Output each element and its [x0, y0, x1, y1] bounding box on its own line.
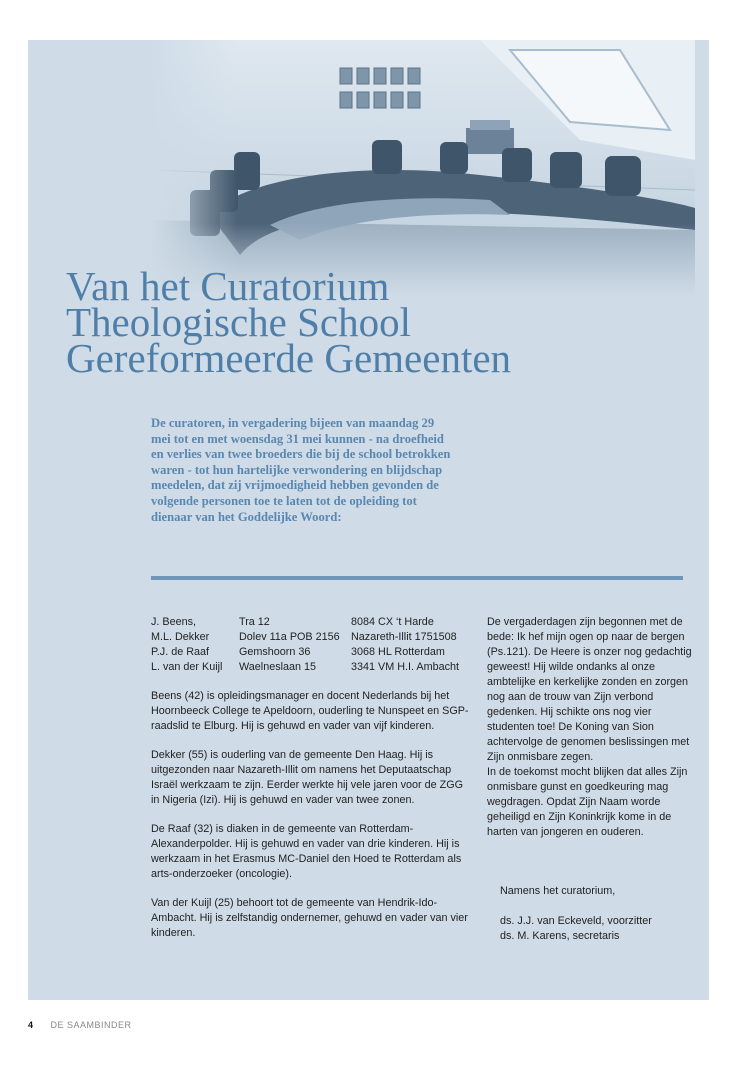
bio-kuijl: Van der Kuijl (25) behoort tot de gemeente van Hendrik-Ido-Ambacht. Hij is zelfstandig ondernemer, gehuwd en vader van vier kinderen.: [151, 897, 468, 939]
title-line-2: Theologische School: [66, 299, 412, 345]
table-row: [151, 645, 473, 660]
divider-rule: [151, 576, 683, 580]
closing-paragraph: De vergaderdagen zijn begonnen met de bede: Ik hef mijn ogen op naar de bergen (Ps.121). De Heere is onzer nog gedachtig geweest! Hij wilde ondanks al onze ambtelijke en kerkelijke zonden en zorgen nog aan de trouw van Zijn verbond gedenken. Hij schikte ons nog vier studenten toe! De Koning van Sion achtervolge de genomen beslissingen met Zijn onmisbare zegen.: [487, 616, 692, 763]
meeting-room-photo: [150, 40, 695, 295]
intro-paragraph: De curatoren, in vergadering bijeen van maandag 29 mei tot en met woensdag 31 mei kunnen - na droefheid en verlies van twee broeders die bij de school betrokken waren - tot hun hartelijke verwondering en blijdschap meedelen, dat zij vrijmoedigheid hebben gevonden de volgende personen toe te laten tot de opleiding tot dienaar van het Goddelijke Woord:: [151, 416, 451, 524]
member-city: 3341 VM H.I. Ambacht: [351, 661, 460, 673]
member-city: 3068 HL Rotterdam: [351, 646, 445, 658]
title-line-3: Gereformeerde Gemeenten: [66, 335, 512, 381]
member-name: L. van der Kuijl: [151, 661, 223, 673]
signoff-secretary: ds. M. Karens, secretaris: [500, 930, 620, 942]
signoff: [500, 884, 652, 944]
table-row: [151, 630, 473, 645]
publication-name: DE SAAMBINDER: [50, 1020, 132, 1030]
member-name: M.L. Dekker: [151, 631, 210, 643]
member-name: J. Beens,: [151, 616, 197, 628]
members-table: [151, 615, 473, 675]
article-title: [66, 263, 512, 381]
closing-paragraph-2: In de toekomst mocht blijken dat alles Zijn onmisbare gunst en goedkeuring mag wegdragen. Opdat Zijn Naam worde geheiligd en Zijn Koninkrijk kome in de harten van jongeren en ouderen.: [487, 766, 688, 838]
member-street: Tra 12: [239, 616, 270, 628]
right-column: [487, 615, 699, 840]
member-street: Dolev 11a POB 2156: [239, 631, 340, 643]
member-street: Waelneslaan 15: [239, 661, 317, 673]
member-street: Gemshoorn 36: [239, 646, 311, 658]
signoff-on-behalf: Namens het curatorium,: [500, 885, 616, 897]
table-row: [151, 615, 473, 630]
member-name: P.J. de Raaf: [151, 646, 210, 658]
page-footer: [28, 1020, 132, 1030]
title-line-1: Van het Curatorium: [66, 263, 390, 309]
page-number: 4: [28, 1020, 34, 1030]
table-row: [151, 660, 473, 675]
member-city: 8084 CX ‘t Harde: [351, 616, 434, 628]
left-column: [151, 615, 473, 955]
bio-beens: Beens (42) is opleidingsmanager en docent Nederlands bij het Hoornbeeck College te Apeldoorn, ouderling te Nunspeet en SGP-raadslid te Elburg. Hij is gehuwd en vader van vijf kinderen.: [151, 690, 469, 732]
bio-dekker: Dekker (55) is ouderling van de gemeente Den Haag. Hij is uitgezonden naar Nazareth-Illit om namens het Deputaatschap Israël werkzaam te zijn. Eerder werkte hij vele jaren voor de ZGG in Nigeria (Izi). Hij is gehuwd en vader van twee zonen.: [151, 749, 464, 806]
signoff-chair: ds. J.J. van Eckeveld, voorzitter: [500, 915, 652, 927]
bio-raaf: De Raaf (32) is diaken in de gemeente van Rotterdam-Alexanderpolder. Hij is gehuwd en vader van drie kinderen. Hij is werkzaam in het Erasmus MC-Daniel den Hoed te Rotterdam als arts-onderzoeker (oncologie).: [151, 823, 462, 880]
member-city: Nazareth-Illit 1751508: [351, 631, 457, 643]
